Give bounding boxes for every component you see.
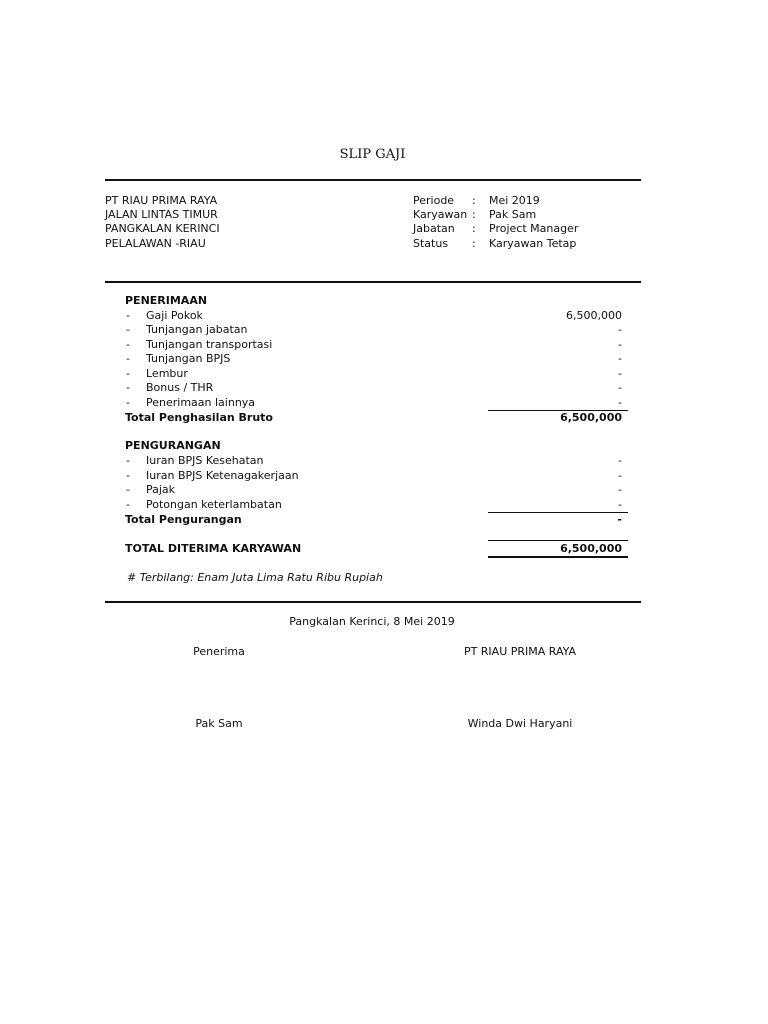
penerimaan-item-amount: - [618,367,622,380]
bullet: - [126,396,130,409]
info-sep: : [472,237,476,250]
penerimaan-item-label: Penerimaan lainnya [146,396,256,409]
penerimaan-item-label: Tunjangan transportasi [146,338,273,351]
bullet: - [126,323,130,336]
info-value-periode: Mei 2019 [489,194,540,207]
penerimaan-item-label: Tunjangan jabatan [146,323,248,336]
penerimaan-item-label: Bonus / THR [146,381,214,394]
grand-total-label: TOTAL DITERIMA KARYAWAN [125,542,302,555]
info-label-status: Status [413,237,449,250]
company-line-2: JALAN LINTAS TIMUR [105,208,218,221]
penerimaan-item-amount: - [618,323,622,336]
penerimaan-heading: PENERIMAAN [125,294,208,307]
grand-total-bottom-line [488,556,628,558]
signature-right-name: Winda Dwi Haryani [467,717,573,730]
info-label-periode: Periode [413,194,455,207]
info-label-karyawan: Karyawan [413,208,468,221]
slip-title: SLIP GAJI [339,147,406,162]
signature-left-name: Pak Sam [195,717,243,730]
pengurangan-item-label: Pajak [146,483,176,496]
pengurangan-item-amount: - [618,483,622,496]
company-line-1: PT RIAU PRIMA RAYA [105,194,218,207]
penerimaan-total-label: Total Penghasilan Bruto [125,411,273,424]
grand-total-top-line [488,540,628,541]
bullet: - [126,352,130,365]
pengurangan-item-label: Potongan keterlambatan [146,498,282,511]
penerimaan-item-amount: - [618,396,622,409]
penerimaan-item-amount: 6,500,000 [566,309,622,322]
bullet: - [126,309,130,322]
pengurangan-item-label: Iuran BPJS Ketenagakerjaan [146,469,299,482]
bullet: - [126,469,130,482]
penerimaan-item-amount: - [618,352,622,365]
bottom-divider [105,601,641,603]
info-value-jabatan: Project Manager [489,222,579,235]
pengurangan-total-label: Total Pengurangan [125,513,242,526]
company-line-3: PANGKALAN KERINCI [105,222,220,235]
bullet: - [126,367,130,380]
place-date: Pangkalan Kerinci, 8 Mei 2019 [289,615,455,628]
pengurangan-heading: PENGURANGAN [125,439,221,452]
pengurangan-item-amount: - [618,469,622,482]
bullet: - [126,454,130,467]
info-value-status: Karyawan Tetap [489,237,577,250]
pengurangan-item-amount: - [618,498,622,511]
signature-left-title: Penerima [193,645,245,658]
penerimaan-item-amount: - [618,338,622,351]
info-sep: : [472,208,476,221]
pengurangan-item-amount: - [618,454,622,467]
company-line-4: PELALAWAN -RIAU [105,237,206,250]
middle-divider [105,281,641,283]
penerimaan-item-label: Lembur [146,367,188,380]
info-sep: : [472,194,476,207]
bullet: - [126,483,130,496]
penerimaan-item-label: Tunjangan BPJS [146,352,231,365]
bullet: - [126,381,130,394]
bullet: - [126,338,130,351]
info-label-jabatan: Jabatan [413,222,455,235]
penerimaan-item-label: Gaji Pokok [146,309,203,322]
top-divider [105,179,641,181]
pengurangan-total-amount: - [617,513,622,526]
terbilang-text: # Terbilang: Enam Juta Lima Ratu Ribu Rupiah [127,571,383,584]
signature-right-title: PT RIAU PRIMA RAYA [463,645,577,658]
grand-total-amount: 6,500,000 [560,542,622,555]
bullet: - [126,498,130,511]
info-sep: : [472,222,476,235]
pengurangan-item-label: Iuran BPJS Kesehatan [146,454,264,467]
penerimaan-total-amount: 6,500,000 [560,411,622,424]
penerimaan-item-amount: - [618,381,622,394]
info-value-karyawan: Pak Sam [489,208,537,221]
